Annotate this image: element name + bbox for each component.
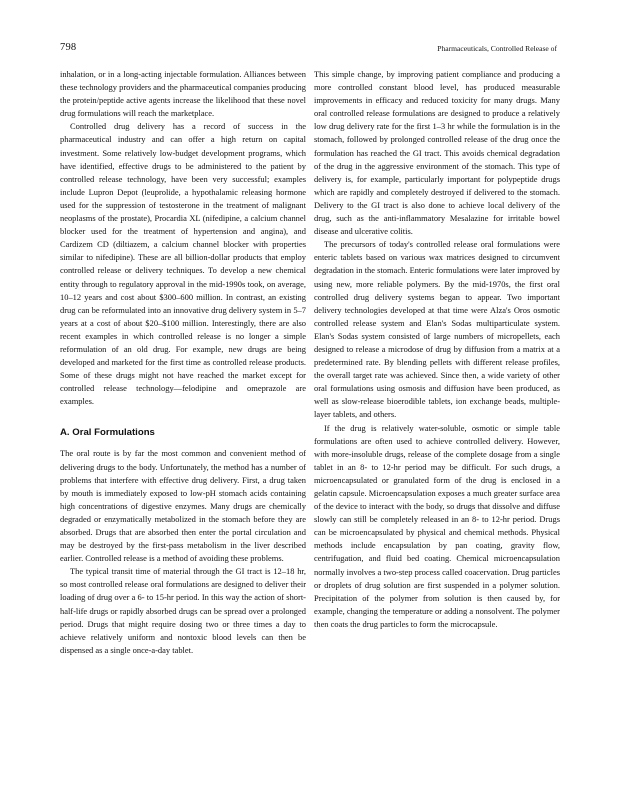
body-paragraph: The oral route is by far the most common and convenient method of delivering drugs to the body. Unfortunately, the method has a number of problems that interfere with effective drug delivery. First, a drug taken by mouth is immediately exposed to low-pH stomach acids containing high concentrations of digestive enzymes. Many drugs are chemically degraded or enzymatically metabolized in the stomach before they are absorbed. Drugs that are absorbed then enter the portal circulation and may be destroyed by the first-pass metabolism in the liver described earlier. Controlled release is a method of avoiding these problems.	[60, 448, 306, 564]
running-head: Pharmaceuticals, Controlled Release of	[437, 44, 557, 53]
right-column	[314, 68, 560, 631]
body-paragraph: The typical transit time of material through the GI tract is 12–18 hr, so most controlled release oral formulations are designed to deliver their loading of drug over a 6- to 15-hr period. In this way the action of short-half-life drugs or rapidly absorbed drugs can be spread over a prolonged period. Drugs that might require dosing two or three times a day to achieve relatively uniform and nontoxic blood levels can then be dispensed as a single once-a-day tablet.	[60, 566, 306, 655]
section-heading: A. Oral Formulations	[60, 427, 155, 439]
body-paragraph: This simple change, by improving patient compliance and producing a more controlled constant blood level, has produced measurable improvements in efficacy and reduced toxicity for many drugs. Many oral controlled release formulations are designed to produce a relatively low drug delivery rate for the first 1–3 hr while the formulation is in the stomach, followed by prolonged controlled release of the drug once the formulation has reached the GI tract. This avoids chemical degradation of the drug in the aggressive environment of the stomach. This type of delivery is, for example, particularly important for polypeptide drugs which are rapidly and completely destroyed if delivered to the stomach. Delivery to the GI tract is also done to achieve local delivery of the drug, such as the anti-inflammatory Mesalazine for irritable bowel disease and ulcerative colitis.	[314, 69, 560, 237]
body-paragraph: If the drug is relatively water-soluble, osmotic or simple table formulations are often used to achieve controlled delivery. However, with more-insoluble drugs, release of the complete dosage from a single tablet in an 8- to 12-hr period may be difficult. For such drugs, a microencapsulated or granulated form of the drug is enclosed in a gelatin capsule. Microencapsulation exposes a much greater surface area of the device to interact with the body, so drugs that dissolve and diffuse slowly can still be completely released in an 8- to 12-hr period. Drugs can be microencapsulated by physical and chemical methods. Physical methods include encapsulation by pan coating, gravity flow, centrifugation, and fluid bed coating. Chemical microencapsulation normally involves a two-step process called coacervation. Drug particles or droplets of drug solution are first suspended in a polymer solution. Precipitation of the polymer from solution is then caused by, for example, changing the temperature or adding a nonsolvent. The polymer then coats the drug particles to form the microcapsule.	[314, 422, 560, 629]
body-paragraph: inhalation, or in a long-acting injectable formulation. Alliances between these technology providers and the pharmaceutical companies producing the protein/peptide active agents increase the likelihood that these novel drug formulations will reach the marketplace.	[60, 69, 306, 119]
body-paragraph: The precursors of today's controlled release oral formulations were enteric tablets based on various wax matrices designed to circumvent degradation in the stomach. Enteric formulations were later improved by using new, more reliable polymers. By the mid-1970s, the first oral controlled drug delivery systems began to appear. Two important delivery technologies developed at that time were Alza's Oros osmotic controlled release system and Elan's Sodas multiparticulate system. Elan's Sodas system consisted of large numbers of micropellets, each designed to release a microdose of drug by diffusion from a matrix at a predetermined rate. By blending pellets with different release profiles, the overall target rate was achieved. Since then, a wide variety of other oral formulations using osmosis and diffusion have been produced, as well as slow-release bioerodible tablets, ion exchange beads, multiple-layer tablets, and others.	[314, 239, 560, 420]
page-number: 798	[60, 42, 77, 53]
body-paragraph: Controlled drug delivery has a record of success in the pharmaceutical industry and can offer a high return on capital investment. Some relatively low-budget development programs, which have identified, effective drugs to be administered to the patient by controlled release technology, have been very successful; examples include Lupron Depot (leuprolide, a hypothalamic releasing hormone used for the suppression of testosterone in the treatment of malignant neoplasms of the prostate), Procardia XL (nifedipine, a calcium channel blocker used for the treatment of hypertension and angina), and Cardizem CD (diltiazem, a calcium channel blocker with properties similar to nifedipine). These are all billion-dollar products that employ controlled release or delivery techniques. To develop a new chemical entity through to regulatory approval in the mid-1990s took, on average, 10–12 years and cost about $300–600 million. In contrast, an existing drug can be reformulated into an innovative drug delivery system in 5–7 years at a cost of about $20–$100 million. Interestingly, there are also recent examples in which controlled release is no longer a simple reformulation of an old drug. For example, new drugs are being developed and marketed for the first time as controlled release products. Some of these drugs might not have reached the market except for controlled release technology—felodipine and omeprazole are examples.	[60, 121, 306, 407]
left-column	[60, 68, 306, 657]
